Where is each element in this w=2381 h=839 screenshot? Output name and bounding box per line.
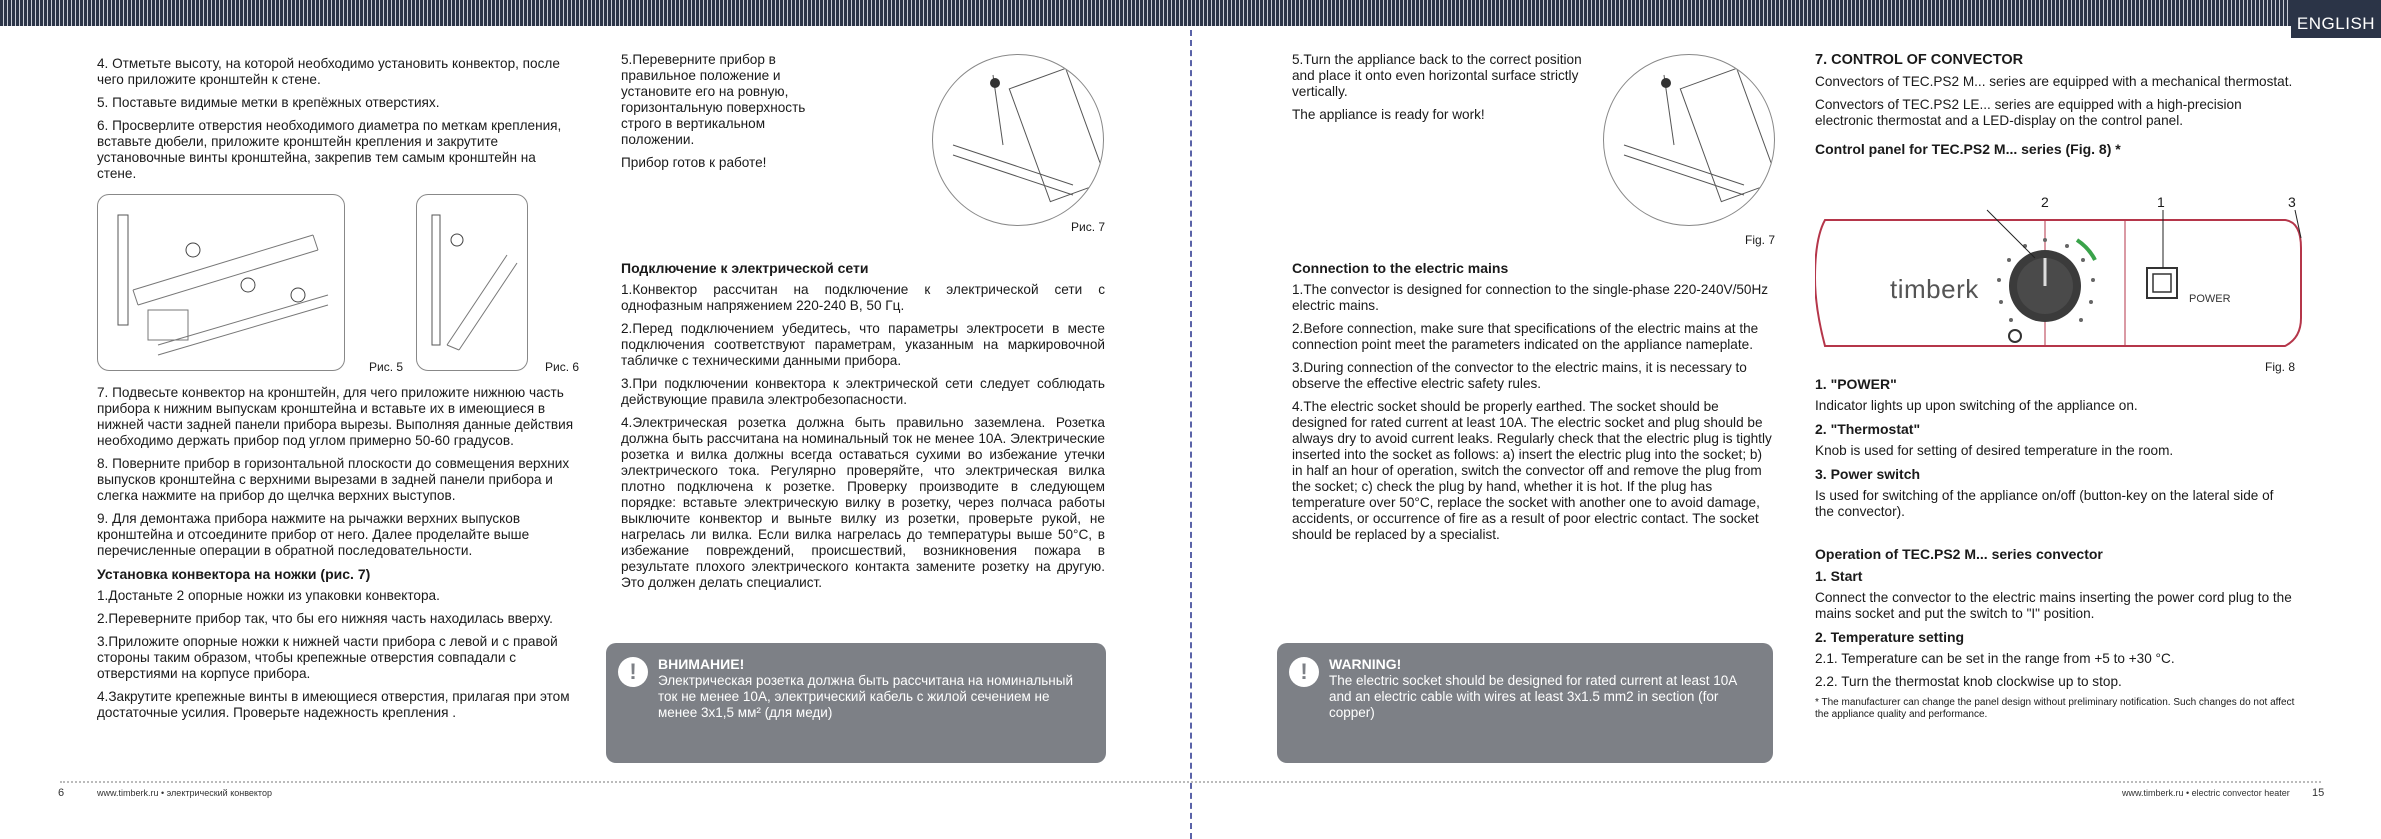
operation-title: Operation of TEC.PS2 M... series convector <box>1815 546 2103 562</box>
warning-en-title: WARNING! <box>1329 656 1402 672</box>
footer-text-right: www.timberk.ru • electric convector heater <box>2122 788 2290 798</box>
footer-dotted-rule <box>60 781 2321 783</box>
manufacturer-note: * The manufacturer can change the panel design without preliminary notification. Such changes do not affect the appliance quality and performance. <box>1815 697 2295 720</box>
warning-en-text: The electric socket should be designed for rated current at least 10A and an electric cable with wires at least 3x1.5 mm2 in section (for copper) <box>1329 673 1737 720</box>
connection-en-step-3: 3.During connection of the convector to the electric mains, it is necessary to observe the effective electric safety rules. <box>1292 360 1747 391</box>
step-4-text: 4. Отметьте высоту, на которой необходимо установить конвектор, после чего приложите кронштейн к стене. <box>97 56 560 87</box>
step-6-text: 6. Просверлите отверстия необходимого диаметра по меткам крепления, вставьте дюбели, приложите кронштейн крепления и закрутите установочные винты кронштейна, закрепив тем самым кронштейн на стене. <box>97 118 562 181</box>
connection-en-step-1: 1.The convector is designed for connection to the single-phase 220-240V/50Hz electric mains. <box>1292 282 1769 313</box>
ready-ru-text: Прибор готов к работе! <box>621 155 767 170</box>
warning-en-box <box>1277 643 1773 763</box>
temperature-title: 2. Temperature setting <box>1815 629 1965 645</box>
legs-step-4: 4.Закрутите крепежные винты в имеющиеся отверстия, прилагая при этом достаточные усилия. Проверьте надежность крепления . <box>97 689 570 720</box>
start-text: Connect the convector to the electric mains inserting the power cord plug to the mains socket and put the switch to "I" position. <box>1815 590 2292 621</box>
warning-ru-title: ВНИМАНИЕ! <box>658 656 745 672</box>
step-5-text: 5. Поставьте видимые метки в крепёжных отверстиях. <box>97 95 440 110</box>
page-number-right: 15 <box>2312 787 2325 799</box>
figure-7-ru-caption: Рис. 7 <box>1071 220 1106 234</box>
figure-7-ru-illustration <box>932 54 1104 226</box>
ready-en-text: The appliance is ready for work! <box>1292 107 1485 122</box>
figure-7-en-illustration <box>1603 54 1775 226</box>
figure-6-illustration <box>416 194 528 371</box>
header-stripe-bar <box>0 0 2381 26</box>
page-number-left: 6 <box>58 787 65 799</box>
right-column-2-lower <box>1815 376 2295 728</box>
figure-8-caption: Fig. 8 <box>2265 360 2296 374</box>
connection-en-step-4: 4.The electric socket should be properly earthed. The socket should be designed for rated current at least 10A. The electric socket and plug should be always dry to avoid current leaks. Regularly check that the electric plug is tightly inserted into the socket as follows: a) insert the electric plug into the socket; b) in half an hour of operation, switch the convector off and remove the plug from the socket; c) check the plug by hand, whether it is hot. If the plug has temperature over 50°C, replace the socket with another one to avoid damage, accidents, or occurrence of fire as a result of poor electric contact. The socket should be replaced by a specialist. <box>1292 399 1772 542</box>
step-7-text: 7. Подвесьте конвектор на кронштейн, для чего приложите нижнюю часть прибора к нижним выпускам кронштейна и вставьте их в имеющиеся в нижней части задней панели прибора вырезы. Выполняя данные действия необходимо держать прибор под углом примерно 50-60 градусов. <box>97 385 574 448</box>
left-column-1-lower <box>97 385 577 728</box>
legs-section-title: Установка конвектора на ножки (рис. 7) <box>97 566 371 582</box>
exclamation-icon: ! <box>1289 657 1319 687</box>
thermostat-knob-text: 2.2. Turn the thermostat knob clockwise up to stop. <box>1815 674 2122 689</box>
page-fold-divider <box>1190 30 1192 839</box>
item-2-title: 2. "Thermostat" <box>1815 421 1921 437</box>
item-2-text: Knob is used for setting of desired temperature in the room. <box>1815 443 2174 458</box>
right-column-1-connection <box>1292 260 1772 550</box>
step-5-en-text: 5.Turn the appliance back to the correct position and place it onto even horizontal surface strictly vertically. <box>1292 52 1582 99</box>
callout-2: 2 <box>2041 194 2049 210</box>
connection-ru-step-2: 2.Перед подключением убедитесь, что параметры электросети в месте подключения соответствуют параметрам, указанным на маркировочной табличке с техническими данными прибора. <box>621 321 1105 368</box>
figure-5-illustration <box>97 194 345 371</box>
step-9-text: 9. Для демонтажа прибора нажмите на рычажки верхних выпусков кронштейна и отсоедините прибор от него. Далее проделайте выше перечисленные операции в обратной последовательности. <box>97 511 530 558</box>
right-column-2-top <box>1815 52 2295 163</box>
left-column-1 <box>97 56 577 189</box>
temperature-range-text: 2.1. Temperature can be set in the range from +5 to +30 °С. <box>1815 651 2175 666</box>
connection-ru-title: Подключение к электрической сети <box>621 260 869 276</box>
item-3-title: 3. Power switch <box>1815 466 1921 482</box>
connection-ru-step-1: 1.Конвектор рассчитан на подключение к электрической сети с однофазным напряжением 220-240 В, 50 Гц. <box>621 282 1105 313</box>
callout-1: 1 <box>2157 194 2165 210</box>
warning-ru-text: Электрическая розетка должна быть рассчитана на номинальный ток не менее 10А, электрический кабель с жилой сечением не менее 3х1,5 мм² (для меди) <box>658 673 1073 720</box>
right-column-1-top <box>1292 52 1582 130</box>
connection-ru-step-3: 3.При подключении конвектора к электрической сети следует соблюдать действующие правила электробезопасности. <box>621 376 1105 407</box>
figure-7-en-caption: Fig. 7 <box>1745 233 1776 247</box>
item-3-text: Is used for switching of the appliance on/off (button-key on the lateral side of the convector). <box>1815 488 2274 519</box>
control-panel-illustration <box>1815 194 2305 358</box>
control-electronic-text: Convectors of TEC.PS2 LE... series are equipped with a high-precision electronic thermostat and a LED-display on the control panel. <box>1815 97 2242 128</box>
legs-step-3: 3.Приложите опорные ножки к нижней части прибора с левой и с правой стороны таким образом, чтобы крепежные отверстия совпадали с отверстиями на корпусе прибора. <box>97 634 558 681</box>
step-5-ru-text: 5.Переверните прибор в правильное положение и установите его на ровную, горизонтальную поверхность строго в вертикальном положении. <box>621 52 806 147</box>
footer-text-left: www.timberk.ru • электрический конвектор <box>97 788 272 798</box>
brand-logo: timberk <box>1890 274 1979 304</box>
legs-step-2: 2.Переверните прибор так, что бы его нижняя часть находилась вверху. <box>97 611 553 626</box>
connection-en-step-2: 2.Before connection, make sure that specifications of the electric mains at the connection point meet the parameters indicated on the appliance nameplate. <box>1292 321 1759 352</box>
connection-en-title: Connection to the electric mains <box>1292 260 1509 276</box>
connection-ru-step-4: 4.Электрическая розетка должна быть правильно заземлена. Розетка должна быть рассчитана на номинальный ток не менее 10А. Электрические розетка и вилка должны всегда оставаться сухими во избежание утечки электрического тока. Регулярно проверяйте, что электрическая вилка плотно подключена к розетке. Проверку производите в следующем порядке: вставьте электрическую вилку в розетку, через полчаса работы выключите конвектор и выньте вилку из розетки, проверьте рукой, не нагрелась ли вилка. Если вилка нагрелась до температуры выше 50°С, в избежание повреждений, происшествий, возникновения пожара в результате плохого электрического контакта замените розетку на другую. Это должен делать специалист. <box>621 415 1105 590</box>
step-8-text: 8. Поверните прибор в горизонтальной плоскости до совмещения верхних выпусков кронштейна с верхними вырезами в задней панели прибора и слегка нажмите на прибор до щелчка верхних выступов. <box>97 456 570 503</box>
item-1-title: 1. "POWER" <box>1815 376 1897 392</box>
power-label: POWER <box>2189 293 2231 305</box>
left-column-2-connection <box>621 260 1105 598</box>
figure-5-caption: Рис. 5 <box>369 360 404 374</box>
control-panel-title: Control panel for TEC.PS2 M... series (Fig. 8) * <box>1815 141 2121 157</box>
control-section-title: 7. CONTROL OF CONVECTOR <box>1815 52 2024 68</box>
figure-6-caption: Рис. 6 <box>545 360 580 374</box>
language-label: ENGLISH <box>2291 0 2381 38</box>
start-title: 1. Start <box>1815 568 1863 584</box>
item-1-text: Indicator lights up upon switching of the appliance on. <box>1815 398 2138 413</box>
exclamation-icon: ! <box>618 657 648 687</box>
legs-step-1: 1.Достаньте 2 опорные ножки из упаковки конвектора. <box>97 588 440 603</box>
left-column-2-top <box>621 52 831 178</box>
warning-ru-box <box>606 643 1106 763</box>
control-mechanical-text: Convectors of TEC.PS2 M... series are equipped with a mechanical thermostat. <box>1815 74 2293 89</box>
callout-3: 3 <box>2288 194 2296 210</box>
